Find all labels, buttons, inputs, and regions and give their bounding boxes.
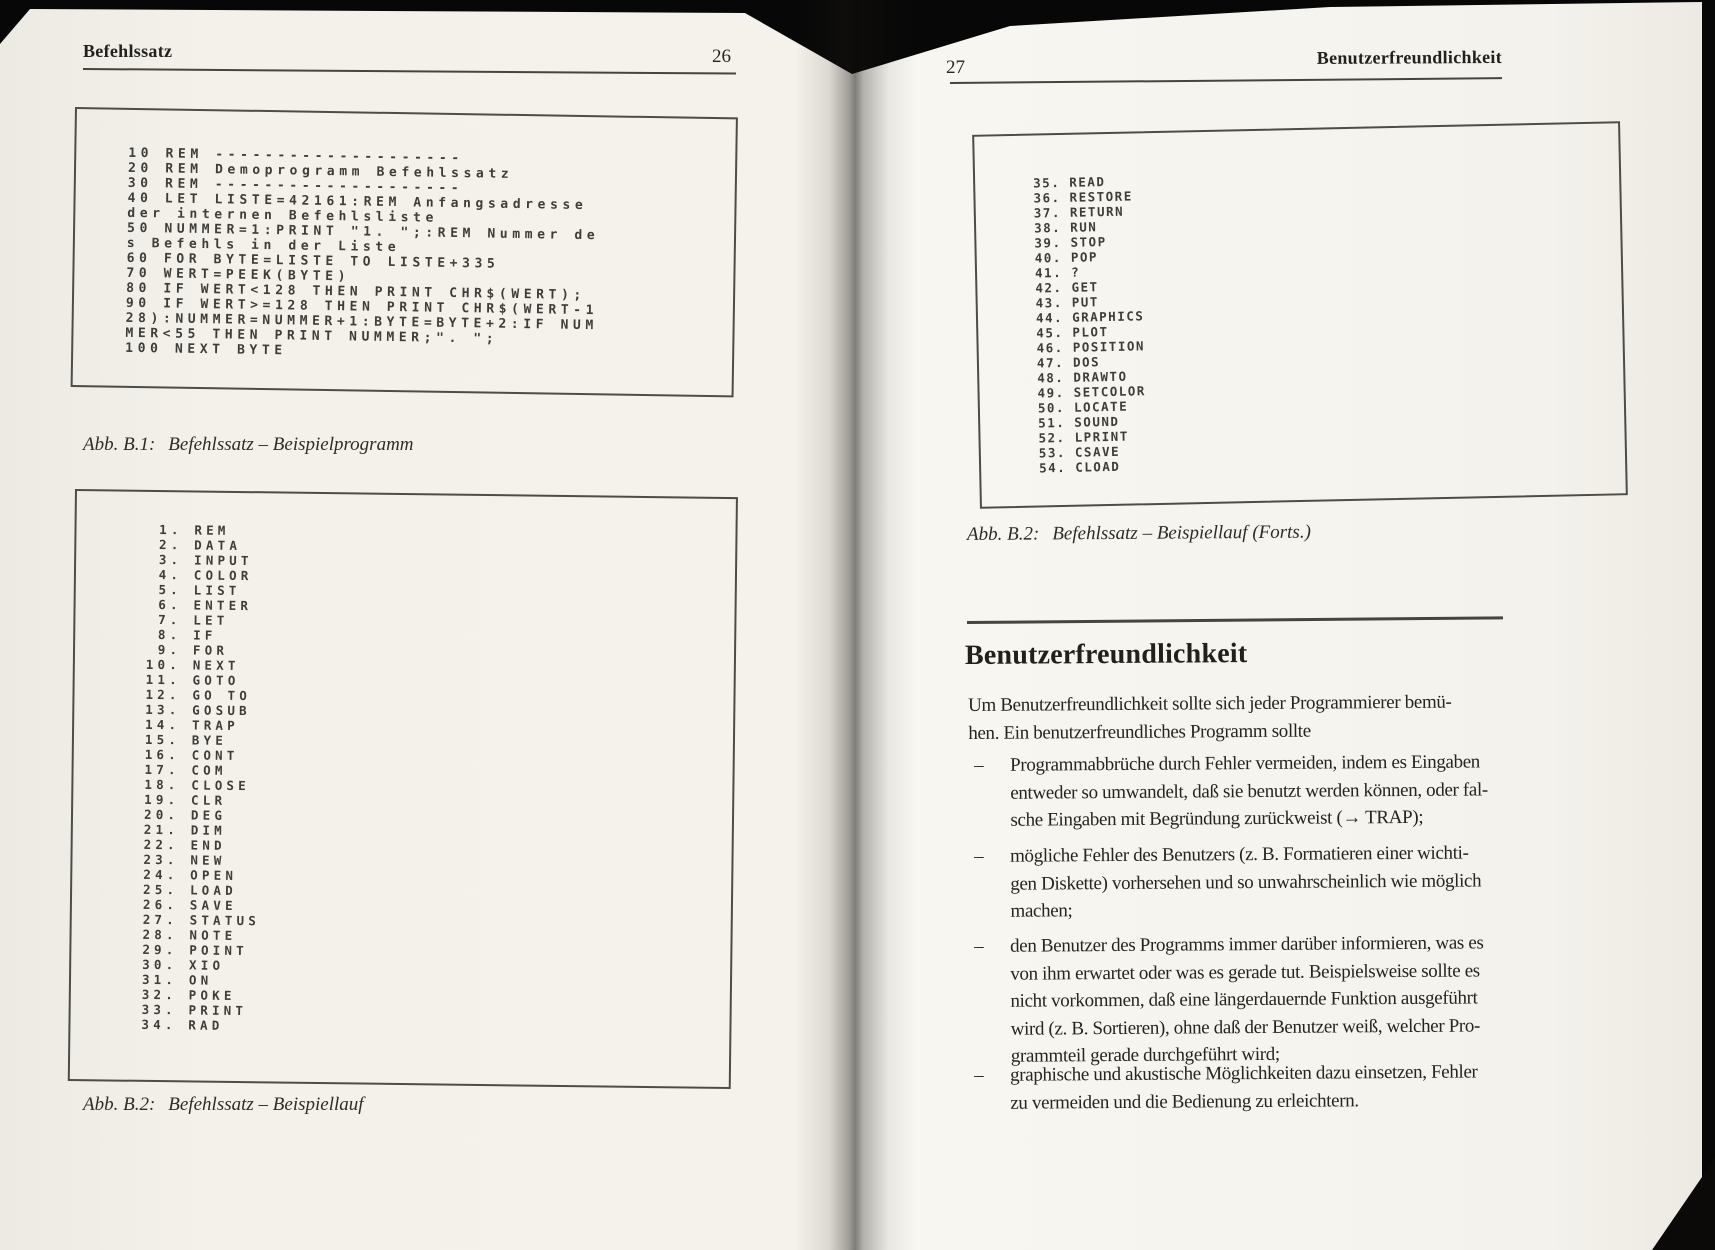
figure-caption-command-list [83, 1094, 364, 1116]
page-number-left: 26 [712, 46, 731, 67]
figure-box-command-list [68, 489, 738, 1089]
figure-caption-label: Abb. B.2: [966, 523, 1040, 545]
basic-program-listing: 10 REM -------------------- 20 REM Demoprogramm Befehlssatz 30 REM -------------------- 40 LET LISTE=42161:REM Anfangsadresse der internen Befehlsliste 50 NUMMER=1:PRINT "1. ";:REM Nummer de s Befehls in der Liste 60 FOR BYTE=LISTE TO LISTE+335 70 WERT=PEEK(BYTE) 80 IF WERT<128 THEN PRINT CHR$(WERT); 90 IF WERT>=128 THEN PRINT CHR$(WERT-1 28):NUMMER=NUMMER+1:BYTE=BYTE+2:IF NUM MER<55 THEN PRINT NUMMER;". "; 100 NEXT BYTE [125, 145, 600, 359]
bullet-text: den Benutzer des Programms immer darüber informieren, was es von ihm erwartet oder was es gerade tut. Beispielsweise sollte es nicht vorkommen, daß eine längerdauernde Funktion ausgeführt wird (z. B. Sortieren), ohne daß der Benutzer weiß, welcher Pro- grammteil gerade durchgeführt wird; [1010, 932, 1484, 1067]
dash-bullet-marker: – [974, 754, 984, 776]
section-intro-paragraph: Um Benutzerfreundlichkeit sollte sich jeder Programmierer bemü- hen. Ein benutzerfreundliches Programm sollte [968, 691, 1452, 744]
figure-box-command-list-cont [972, 121, 1628, 508]
figure-caption-program [83, 434, 414, 456]
page-number-right: 27 [946, 57, 965, 78]
figure-caption-text: Befehlssatz – Beispiellauf [168, 1094, 364, 1115]
figure-caption-label: Abb. B.1: [83, 434, 156, 455]
section-heading: Benutzerfreundlichkeit [964, 638, 1248, 671]
dash-bullet-marker: – [974, 1064, 984, 1086]
figure-caption-text: Befehlssatz – Beispielprogramm [168, 434, 414, 455]
command-list-35-54: 35. READ 36. RESTORE 37. RETURN 38. RUN 39. STOP 40. POP 41. ? 42. GET 43. PUT 44. GRAPHICS 45. PLOT 46. POSITION 47. DOS 48. DRAWTO 49. SETCOLOR 50. LOCATE 51. SOUND 52. LPRINT 53. CSAVE 54. CLOAD [1033, 174, 1147, 476]
running-head-left: Befehlssatz [83, 41, 173, 61]
command-list-1-34: 1. REM 2. DATA 3. INPUT 4. COLOR 5. LIST 6. ENTER 7. LET 8. IF 9. FOR 10. NEXT 11. GOTO 12. GO TO 13. GOSUB 14. TRAP 15. BYE 16. CONT 17. COM 18. CLOSE 19. CLR 20. DEG 21. DIM 22. END 23. NEW 24. OPEN 25. LOAD 26. SAVE 27. STATUS 28. NOTE 29. POINT 30. XIO 31. ON 32. POKE 33. PRINT 34. RAD [141, 521, 261, 1033]
bullet-text: Programmabbrüche durch Fehler vermeiden, indem es Eingaben entweder so umwandelt, daß sie benutzt werden können, oder fal- sche Eingaben mit Begründung zurückweist (→ TRAP); [1010, 751, 1488, 831]
running-head-right: Benutzerfreundlichkeit [1316, 46, 1503, 68]
figure-box-program [71, 107, 738, 397]
dash-bullet-marker: – [974, 935, 984, 957]
figure-caption-text: Befehlssatz – Beispiellauf (Forts.) [1052, 521, 1311, 545]
figure-caption-command-list-cont [967, 522, 1311, 546]
figure-caption-label: Abb. B.2: [83, 1094, 156, 1115]
bullet-text: mögliche Fehler des Benutzers (z. B. Formatieren einer wichti- gen Diskette) vorhersehen und so unwahrscheinlich wie möglich machen; [1010, 842, 1482, 922]
bullet-text: graphische und akustische Möglichkeiten dazu einsetzen, Fehler zu vermeiden und die Bedienung zu erleichtern. [1010, 1061, 1478, 1114]
dash-bullet-marker: – [974, 845, 984, 867]
